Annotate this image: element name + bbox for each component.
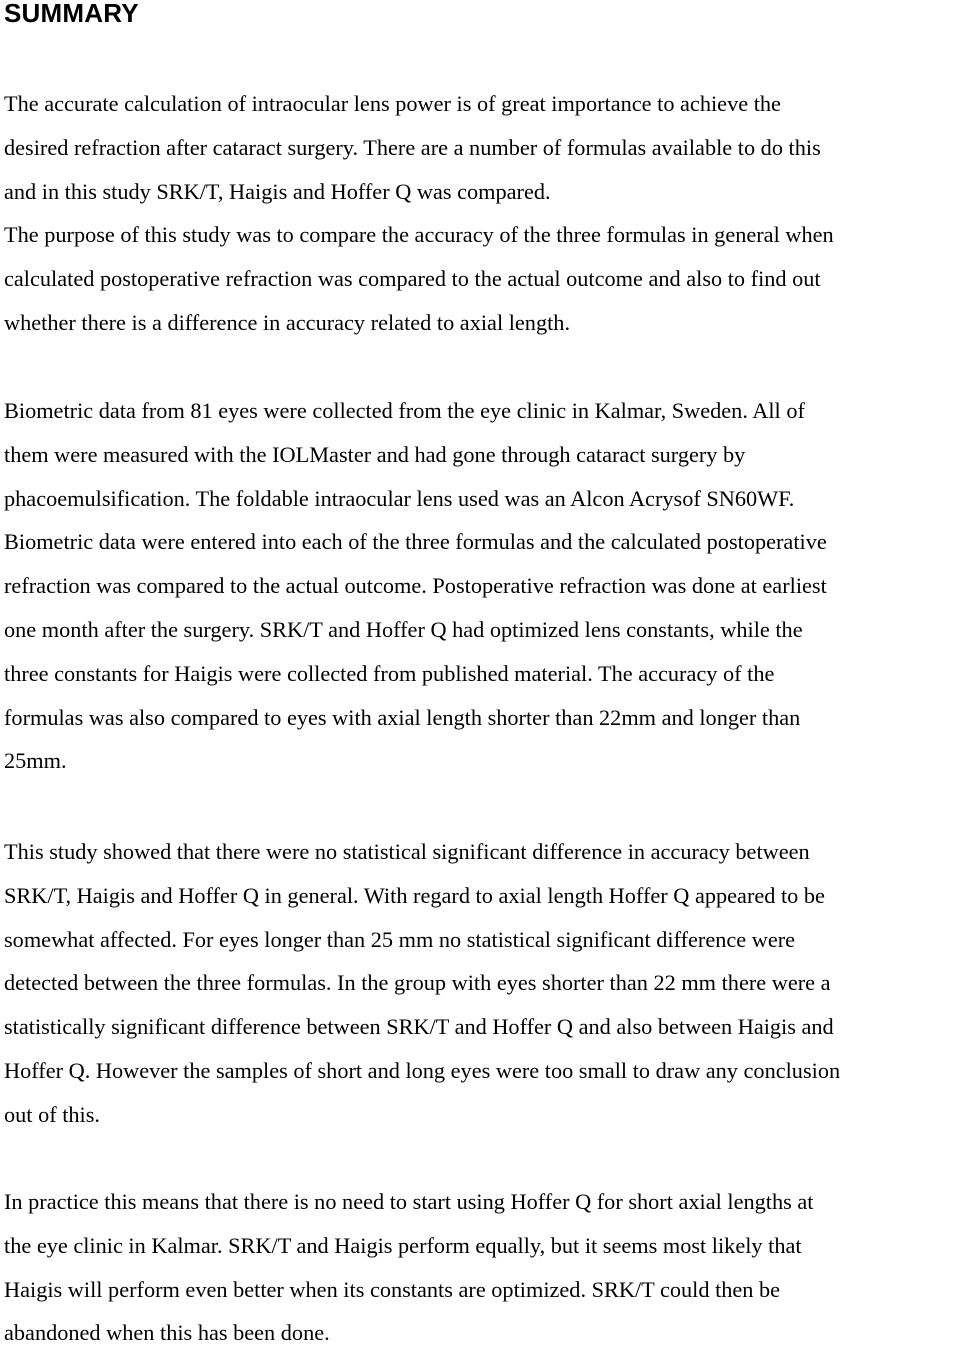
text-line: them were measured with the IOLMaster and had gone through cataract surgery by (4, 441, 746, 467)
text-line: detected between the three formulas. In the group with eyes shorter than 22 mm there were a (4, 970, 831, 996)
text-line: three constants for Haigis were collected from published material. The accuracy of the (4, 660, 775, 686)
text-line: Biometric data from 81 eyes were collected from the eye clinic in Kalmar, Sweden. All of (4, 398, 805, 423)
text-line: The purpose of this study was to compare the accuracy of the three formulas in general when (4, 222, 834, 248)
text-line: out of this. (4, 1101, 101, 1127)
text-line: somewhat affected. For eyes longer than 25 mm no statistical significant difference were (4, 926, 796, 952)
text-line: and in this study SRK/T, Haigis and Hoffer Q was compared. (4, 178, 551, 204)
text-line: abandoned when this has been done. (4, 1320, 330, 1346)
text-line: desired refraction after cataract surgery. There are a number of formulas available to do this (4, 134, 821, 160)
text-line: In practice this means that there is no need to start using Hoffer Q for short axial lengths at (4, 1189, 814, 1214)
paragraph-conclusion (4, 1180, 958, 1355)
text-line: Haigis will perform even better when its constants are optimized. SRK/T could then be (4, 1276, 781, 1302)
text-line: statistically significant difference between SRK/T and Hoffer Q and also between Haigis and (4, 1014, 834, 1040)
text-line: phacoemulsification. The foldable intraocular lens used was an Alcon Acrysof SN60WF. (4, 485, 795, 511)
text-line: The accurate calculation of intraocular lens power is of great importance to achieve the (4, 91, 781, 116)
text-line: calculated postoperative refraction was compared to the actual outcome and also to find out (4, 266, 821, 292)
summary-heading: SUMMARY (4, 0, 139, 28)
paragraph-intro (4, 82, 958, 345)
text-line: 25mm. (4, 748, 67, 774)
text-line: SRK/T, Haigis and Hoffer Q in general. With regard to axial length Hoffer Q appeared to be (4, 882, 825, 908)
text-line: one month after the surgery. SRK/T and Hoffer Q had optimized lens constants, while the (4, 616, 803, 642)
text-line: formulas was also compared to eyes with axial length shorter than 22mm and longer than (4, 704, 801, 730)
text-line: Hoffer Q. However the samples of short and long eyes were too small to draw any conclusion (4, 1057, 841, 1083)
paragraph-methods (4, 389, 958, 783)
text-line: refraction was compared to the actual outcome. Postoperative refraction was done at earliest (4, 573, 827, 599)
paragraph-results (4, 830, 958, 1137)
text-line: whether there is a difference in accuracy related to axial length. (4, 309, 571, 335)
text-line: This study showed that there were no statistical significant difference in accuracy between (4, 839, 810, 864)
text-line: the eye clinic in Kalmar. SRK/T and Haigis perform equally, but it seems most likely that (4, 1232, 802, 1258)
text-line: Biometric data were entered into each of the three formulas and the calculated postoperative (4, 529, 827, 555)
